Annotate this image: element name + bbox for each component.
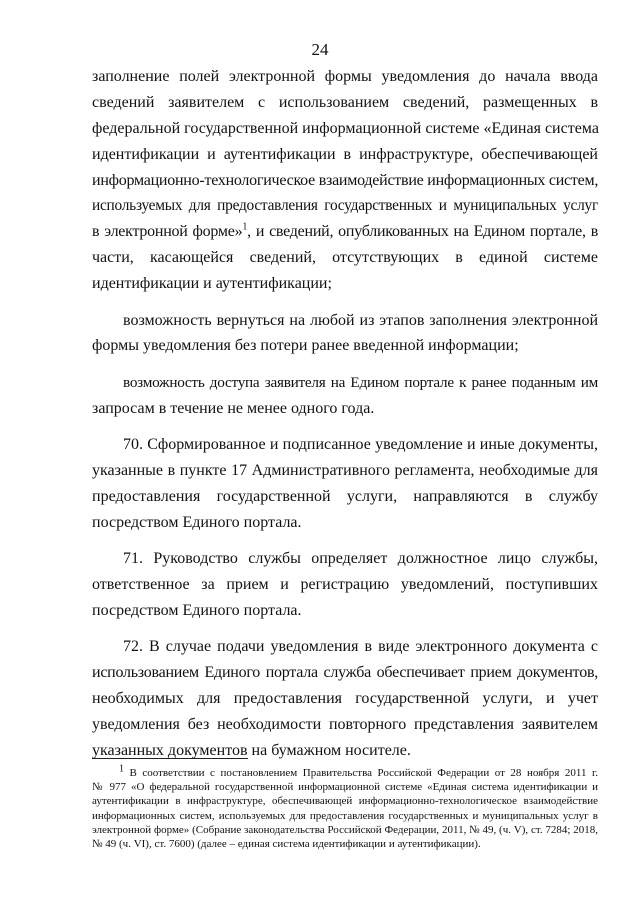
text-line: идентификации и аутентификации в инфраструктуре, обеспечивающей <box>92 145 598 163</box>
text-line: заполнение полей электронной формы уведомления до начала ввода <box>92 68 598 85</box>
text-line: 70. Сформированное и подписанное уведомление и иные документы, <box>123 436 598 454</box>
footnote-line: электронной форме» (Собрание законодательства Российской Федерации, 2011, № 49, (ч. V), ст. 7284; 2018, <box>92 823 598 836</box>
text-line: использованием Единого портала служба обеспечивает прием документов, <box>92 664 598 682</box>
footnote-line: № 977 «О федеральной государственной информационной системе «Единая система идентификации и <box>92 781 598 794</box>
text-line: указанных документов на бумажном носителе. <box>92 741 411 759</box>
text-line: федеральной государственной информационной системе «Единая система <box>92 119 599 137</box>
text-line: уведомления без необходимости повторного представления заявителем <box>92 715 598 733</box>
footnote-line <box>92 763 598 780</box>
text-line: используемых для предоставления государственных и муниципальных услуг <box>92 197 598 215</box>
text-line: предоставления государственной услуги, направляются в службу <box>92 487 598 505</box>
footnote-reference: 1 <box>242 222 248 234</box>
document-body <box>92 64 598 764</box>
text-line: сведений заявителем с использованием сведений, размещенных в <box>92 93 598 111</box>
footnote-marker: 1 <box>119 763 124 775</box>
text-line: формы уведомления без потери ранее введенной информации; <box>92 337 519 355</box>
text-line: идентификации и аутентификации; <box>92 275 332 293</box>
text-line: возможность доступа заявителя на Едином портале к ранее поданным им <box>123 373 598 391</box>
page-number: 24 <box>311 40 329 59</box>
footnote-line: № 49 (ч. VI), ст. 7600) (далее – единая система идентификации и аутентификации). <box>92 837 481 850</box>
text-line: посредством Единого портала. <box>92 513 302 531</box>
footnote-line: аутентификации в инфраструктуре, обеспечивающей информационно-технологическое взаимодействие <box>92 795 598 808</box>
text-line: возможность вернуться на любой из этапов заполнения электронной <box>123 311 598 329</box>
text-line: необходимых для предоставления государственной услуги, и учет <box>92 690 598 708</box>
footnote-line: информационных систем, используемых для предоставления государственных и муниципальных услуг в <box>92 809 598 822</box>
text-line: ответственное за прием и регистрацию уведомлений, поступивших <box>92 576 598 594</box>
text-line <box>92 219 598 245</box>
text-line: запросам в течение не менее одного года. <box>92 399 375 417</box>
footnote <box>92 763 598 851</box>
footnote-text: В соответствии с постановлением Правительства Российской Федерации от 28 ноября 2011 г. <box>124 767 598 779</box>
text-line: указанные в пункте 17 Административного регламента, необходимые для <box>92 461 598 479</box>
text-fragment: в электронной форме» <box>92 223 243 241</box>
footnote-separator <box>92 758 248 759</box>
text-line: информационно-технологическое взаимодействие информационных систем, <box>92 171 599 189</box>
text-fragment: , и сведений, опубликованных на Едином портале, в <box>247 223 599 241</box>
text-line: части, касающейся сведений, отсутствующих в единой системе <box>92 249 598 267</box>
text-line: посредством Единого портала. <box>92 601 302 619</box>
text-line: 71. Руководство службы определяет должностное лицо службы, <box>123 550 598 568</box>
text-line: 72. В случае подачи уведомления в виде электронного документа с <box>123 638 598 656</box>
